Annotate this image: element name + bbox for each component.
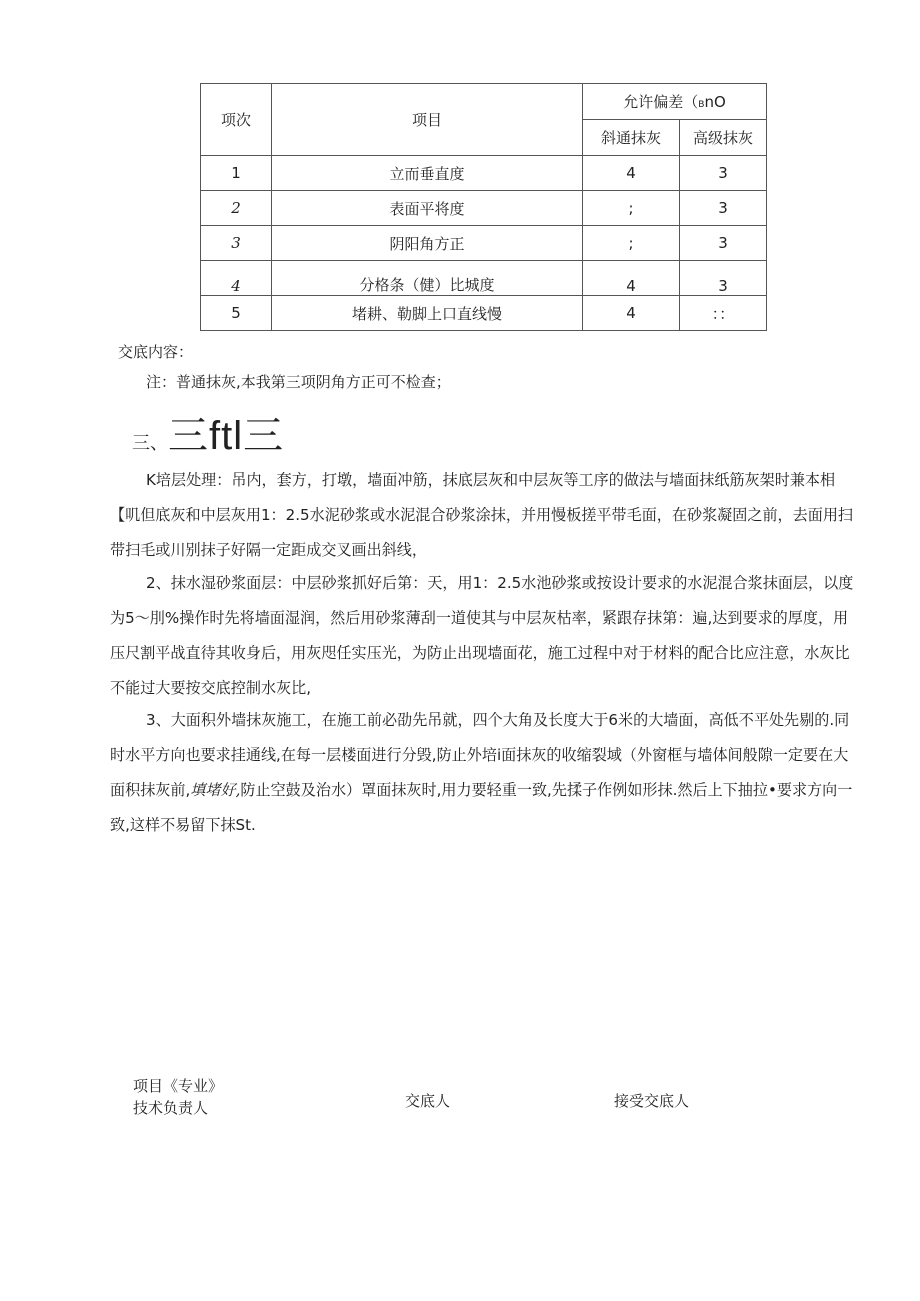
table-row	[201, 191, 767, 226]
tolerance-table	[200, 83, 767, 331]
row-advanced: ：：	[680, 296, 767, 331]
tech-lead-line1: 项目《专业》	[133, 1077, 224, 1095]
paragraph-line: 【叽但底灰和中层灰用1：2.5水泥砂浆或水泥混合砂浆涂抹，并用慢板搓平带毛面，在砂浆凝固之前，去面用扫	[110, 506, 854, 524]
header-normal: 斜通抹灰	[583, 120, 680, 156]
header-tolerance-suffix: nO	[704, 93, 726, 111]
row-index: 5	[201, 296, 272, 331]
paragraph-line: 压尺割平战直待其收身后，用灰咫任实压光，为防止出现墙面花，施工过程中对于材料的配合比应注意，水灰比	[110, 644, 850, 662]
row-advanced: 3	[680, 191, 767, 226]
section-title: 三ftl三	[168, 414, 285, 458]
paragraph-fragment: 面积抹灰前,	[110, 781, 191, 799]
paragraph-3	[110, 703, 862, 843]
row-index: 3	[201, 226, 272, 261]
section-heading	[132, 404, 284, 461]
table-row	[201, 156, 767, 191]
presenter-signature: 交底人	[405, 1092, 451, 1110]
row-normal: ;	[583, 191, 680, 226]
paragraph-line: 带扫毛或川别抹子好隔一定距成交叉画出斜线，	[110, 541, 427, 559]
paragraph-1	[110, 463, 862, 568]
row-normal: 4	[583, 156, 680, 191]
paragraph-line: 不能过大要按交底控制水灰比,	[110, 679, 312, 697]
tech-lead-line2: 技术负责人	[133, 1099, 209, 1117]
header-tolerance-sub: B	[698, 100, 705, 110]
section-prefix: 三、	[132, 433, 168, 453]
table-row	[201, 296, 767, 331]
paragraph-fragment: 防止空鼓及治水）罩面抹灰时,用力要轻重一致,先揉子作例如形抹.然后上下抽拉•要求方向一	[240, 781, 853, 799]
content-title: 交底内容：	[118, 343, 194, 361]
row-item: 立而垂直度	[272, 156, 583, 191]
header-tolerance-prefix: 允许偏差（	[623, 93, 699, 111]
header-tolerance	[583, 84, 767, 120]
paragraph-line: 3、大面积外墙抹灰施工，在施工前必劭先吊就，四个大角及长度大于6米的大墙面，高低不平处先剔的.同	[146, 711, 850, 729]
table-row	[201, 226, 767, 261]
paragraph-italic-fragment: 填堵好,	[190, 781, 241, 799]
row-item: 表面平将度	[272, 191, 583, 226]
row-normal: 4	[583, 296, 680, 331]
row-item: 分格条（健）比城度	[272, 261, 583, 296]
receiver-signature: 接受交底人	[614, 1092, 690, 1110]
paragraph-line: 时水平方向也要求挂通线,在每一层楼面进行分毁,防止外培i面抹灰的收缩裂域（外窗框与墙体间般隙一定要在大	[110, 746, 849, 764]
row-index: 2	[201, 191, 272, 226]
row-index: 4	[201, 261, 272, 296]
header-item: 项目	[272, 84, 583, 156]
row-advanced: 3	[680, 226, 767, 261]
paragraph-line: 致,这样不易留下抹St.	[110, 816, 256, 834]
row-normal: ;	[583, 226, 680, 261]
row-normal: 4	[583, 261, 680, 296]
paragraph-2	[110, 566, 862, 706]
table-row	[201, 261, 767, 296]
paragraph-line: K培层处理：吊内，套方，打墩，墙面冲筋，抹底层灰和中层灰等工序的做法与墙面抹纸筋灰架时兼本相	[146, 471, 836, 489]
header-advanced: 高级抹灰	[680, 120, 767, 156]
header-index: 项次	[201, 84, 272, 156]
row-advanced: 3	[680, 261, 767, 296]
tech-lead-signature	[133, 1075, 223, 1119]
row-item: 阴阳角方正	[272, 226, 583, 261]
paragraph-line	[110, 773, 862, 808]
row-item: 堵耕、勒脚上口直线慢	[272, 296, 583, 331]
row-advanced: 3	[680, 156, 767, 191]
note-text: 注：普通抹灰,本我第三项阴角方正可不检查；	[146, 373, 451, 391]
paragraph-line: 为5〜刖%操作时先将墙面湿润，然后用砂浆薄刮一道使其与中层灰枯率，紧跟存抹第：遍,达到要求的厚度，用	[110, 609, 849, 627]
row-index: 1	[201, 156, 272, 191]
paragraph-line: 2、抹水湿砂浆面层：中层砂浆抓好后第：天，用1：2.5水池砂浆或按设计要求的水泥混合浆抹面层，以度	[146, 574, 854, 592]
